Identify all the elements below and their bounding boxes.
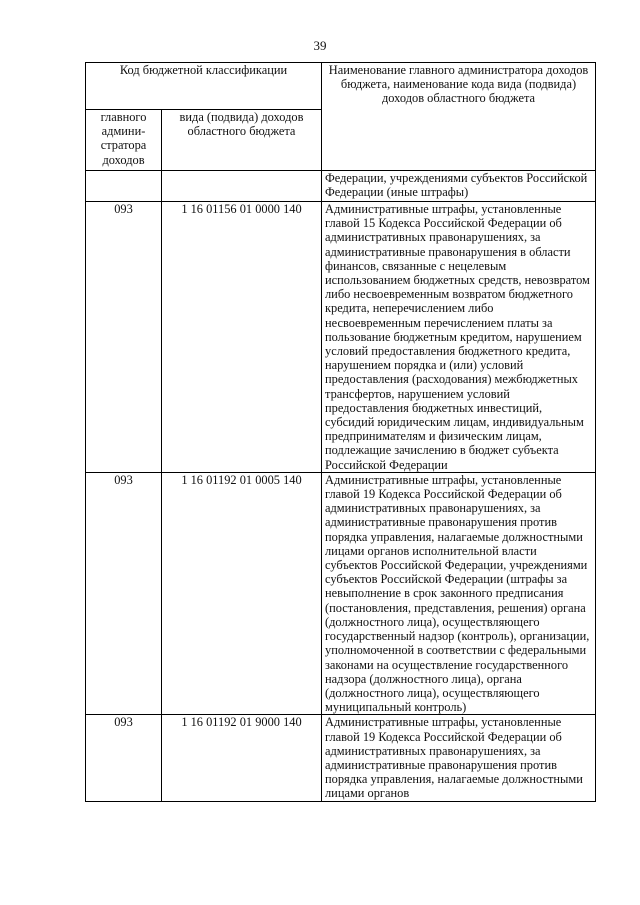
admin-code-cell: 093	[86, 715, 162, 801]
description-cell: Административные штрафы, установленные главой 15 Кодекса Российской Федерации об административных правонарушениях, за административные правонарушения в области финансов, связанные с нецелевым использованием бюджетных средств, невозвратом либо несвоевременным возвратом бюджетного кредита, неперечислением либо несвоевременным перечислением платы за пользование бюджетным кредитом, нарушением условий предоставления бюджетного кредита, нарушением порядка и (или) условий предоставления (расходования) межбюджетных трансфертов, нарушением условий предоставления бюджетных инвестиций, субсидий юридическим лицам, индивидуальным предпринимателям и физическим лицам, подлежащие зачислению в бюджет субъекта Российской Федерации	[322, 202, 596, 473]
description-cell: Федерации, учреждениями субъектов Российской Федерации (иные штрафы)	[322, 171, 596, 202]
budget-classification-table	[85, 62, 596, 802]
description-cell: Административные штрафы, установленные главой 19 Кодекса Российской Федерации об административных правонарушениях, за административные правонарушения против порядка управления, налагаемые должностными лицами органов исполнительной власти субъектов Российской Федерации, учреждениями субъектов Российской Федерации (штрафы за невыполнение в срок законного предписания (постановления, представления, решения) органа (должностного лица), осуществляющего государственный надзор (контроль), организации, уполномоченной в соответствии с федеральными законами на осуществление государственного надзора (должностного лица), органа (должностного лица), осуществляющего муниципальный контроль)	[322, 472, 596, 714]
table-row	[86, 715, 596, 801]
admin-code-cell: 093	[86, 472, 162, 714]
income-code-cell: 1 16 01192 01 9000 140	[162, 715, 322, 801]
admin-code-cell: 093	[86, 202, 162, 473]
page-number: 39	[313, 38, 327, 53]
income-code-cell: 1 16 01192 01 0005 140	[162, 472, 322, 714]
admin-code-cell	[86, 171, 162, 202]
income-code-cell	[162, 171, 322, 202]
description-cell: Административные штрафы, установленные главой 19 Кодекса Российской Федерации об административных правонарушениях, за административные правонарушения против порядка управления, налагаемые должностными лицами органов	[322, 715, 596, 801]
budget-code-group-header: Код бюджетной классификации	[86, 63, 322, 110]
table-header	[86, 63, 596, 171]
table-row	[86, 472, 596, 714]
income-type-column-header: вида (подвида) доходов областного бюджета	[162, 110, 322, 171]
name-column-header: Наименование главного администратора доходов бюджета, наименование кода вида (подвида) доходов областного бюджета	[322, 63, 596, 171]
income-code-cell: 1 16 01156 01 0000 140	[162, 202, 322, 473]
table-row	[86, 171, 596, 202]
admin-code-column-header: главного админи-стратора доходов	[86, 110, 162, 171]
table-row	[86, 202, 596, 473]
